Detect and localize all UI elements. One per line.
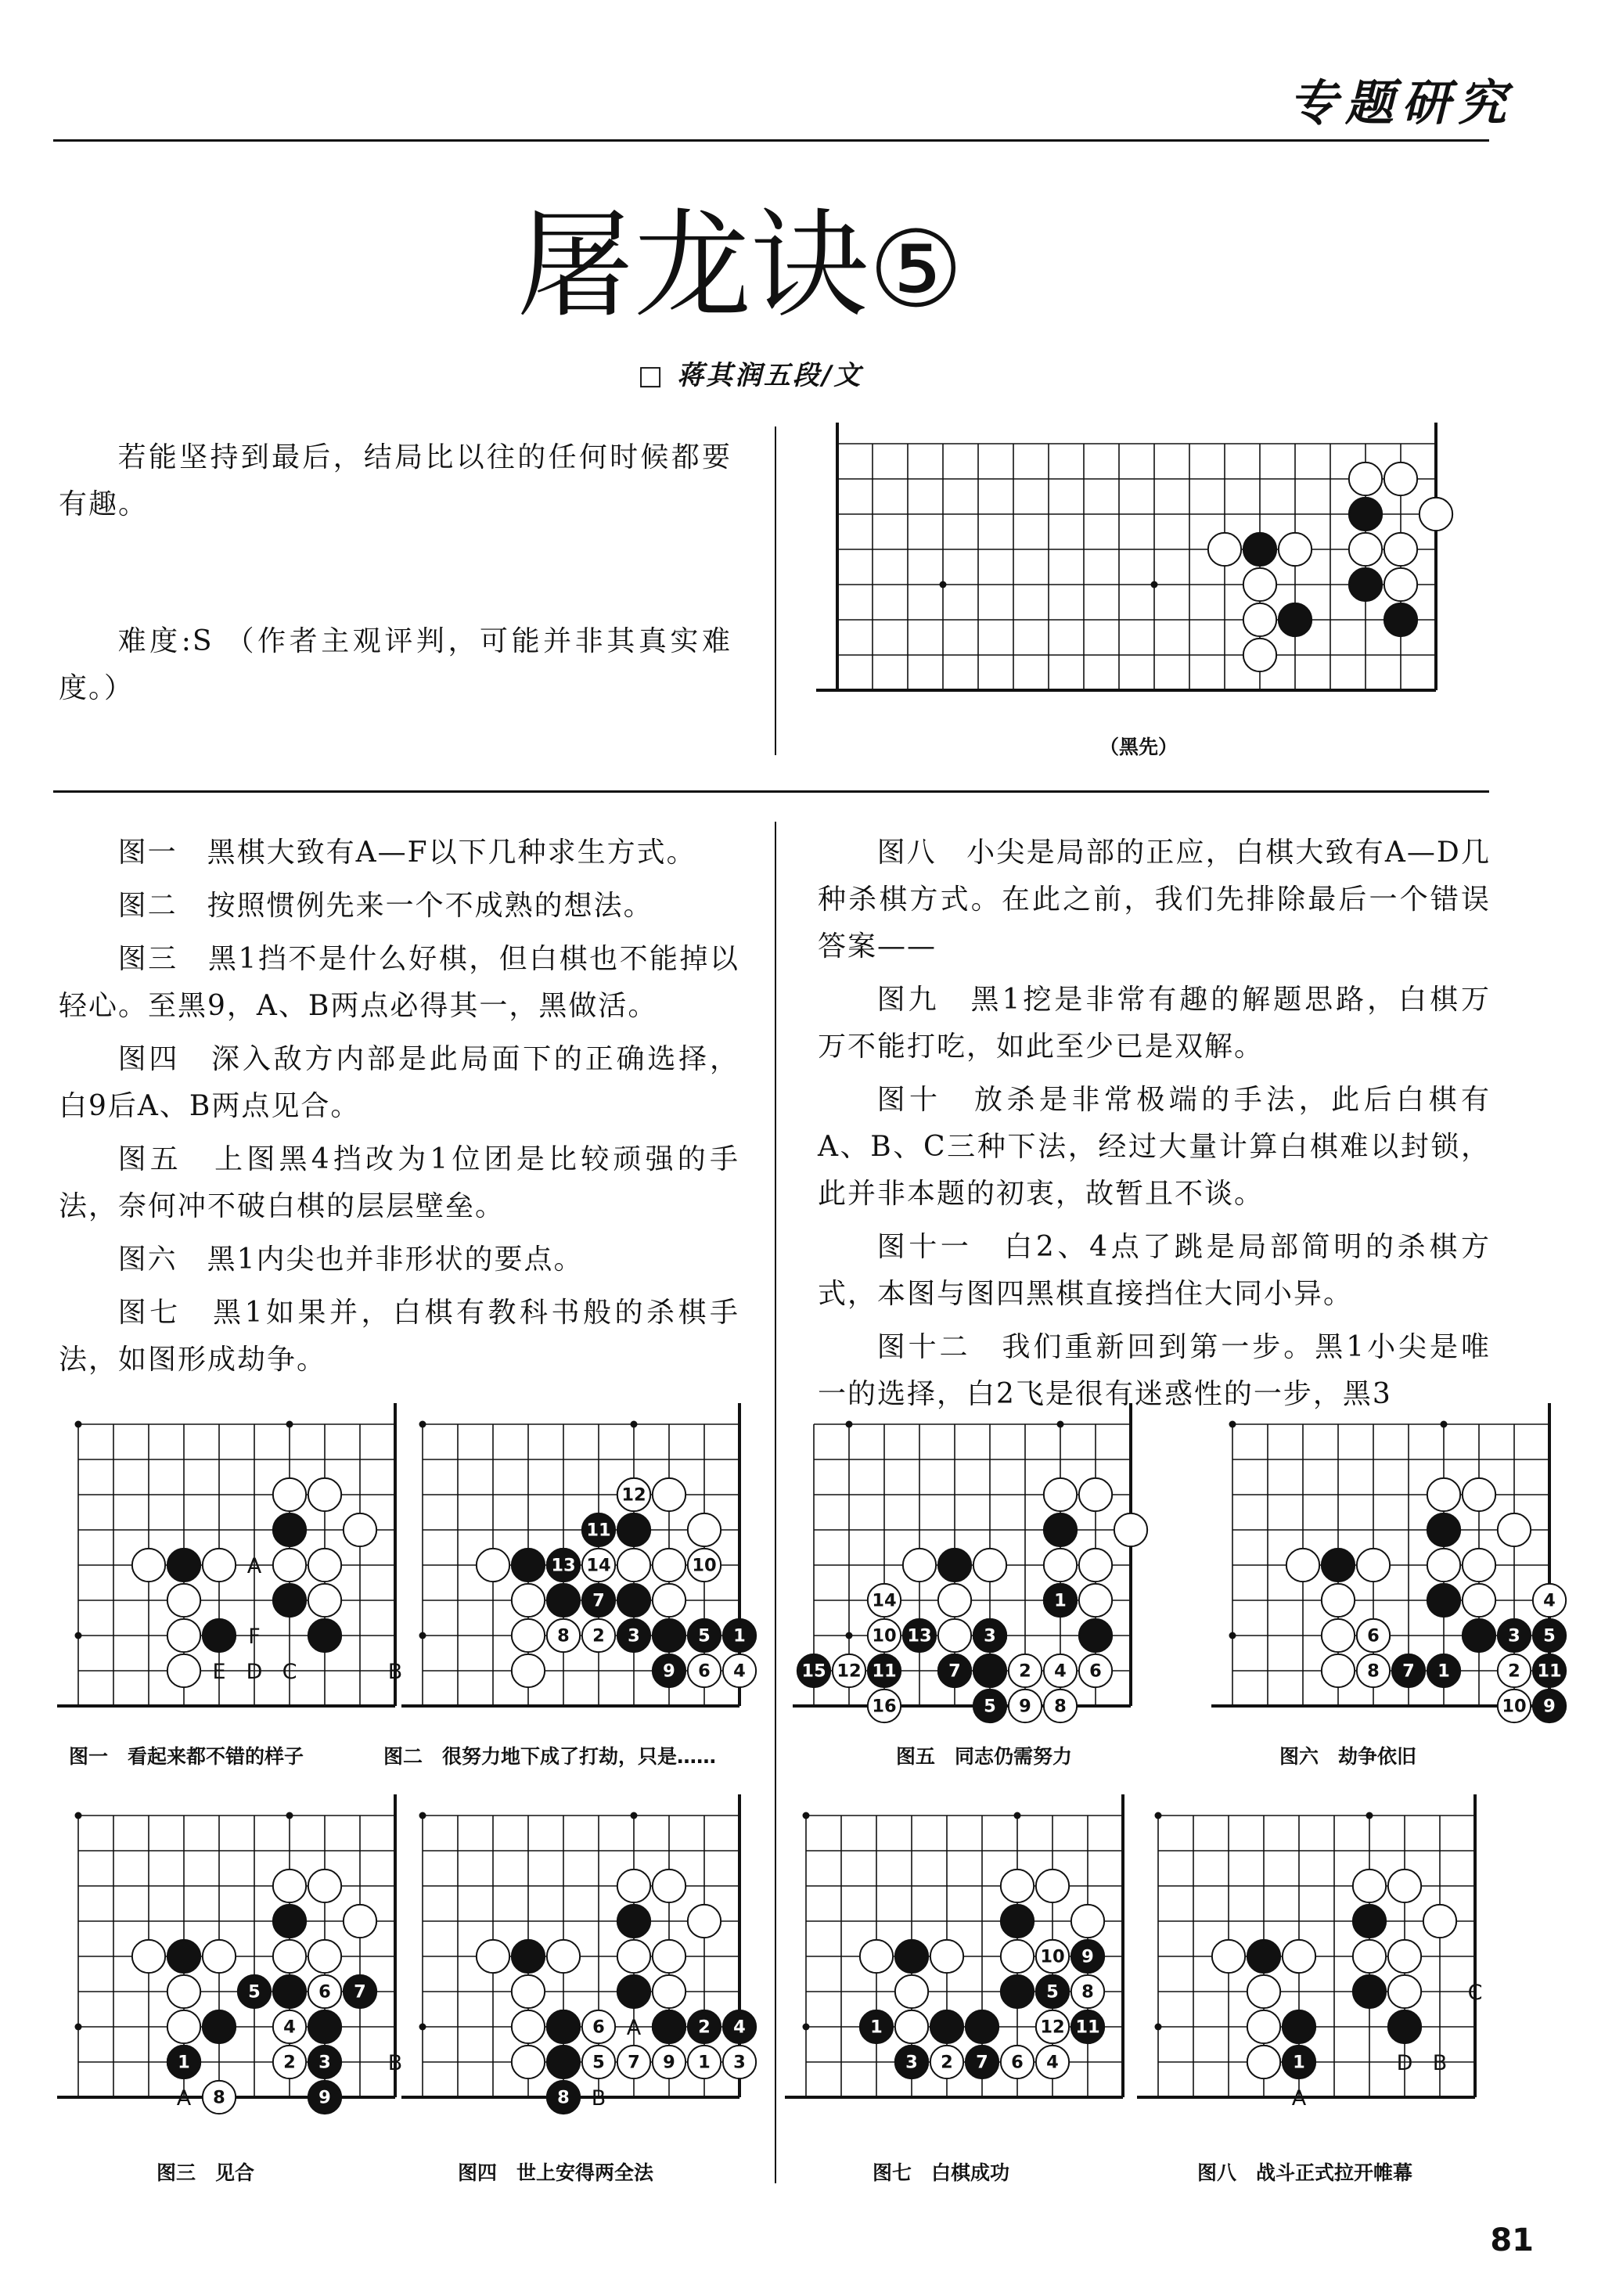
white-stone bbox=[1243, 639, 1276, 671]
white-stone bbox=[308, 1584, 341, 1617]
white-stone bbox=[1044, 1478, 1077, 1511]
white-stone bbox=[308, 1478, 341, 1511]
white-stone bbox=[512, 1654, 545, 1687]
move-number: 5 bbox=[248, 1981, 261, 2003]
white-stone bbox=[273, 1478, 306, 1511]
move-number: 11 bbox=[586, 1520, 611, 1541]
black-stone bbox=[617, 1975, 650, 2008]
white-stone bbox=[1388, 1870, 1421, 1902]
star-point bbox=[1229, 1421, 1236, 1428]
white-stone bbox=[1247, 1975, 1280, 2008]
move-number: 13 bbox=[907, 1625, 932, 1646]
black-stone bbox=[273, 1513, 306, 1546]
caption-fig4: 图四 世上安得两全法 bbox=[458, 2161, 654, 2184]
white-stone bbox=[617, 1549, 650, 1582]
white-stone bbox=[860, 1940, 893, 1973]
black-stone bbox=[1279, 603, 1312, 636]
black-stone bbox=[1001, 1975, 1034, 2008]
move-number: 4 bbox=[1054, 1661, 1067, 1682]
black-stone bbox=[1243, 533, 1276, 566]
body-column-divider bbox=[775, 822, 776, 2183]
black-stone bbox=[547, 1584, 580, 1617]
white-stone bbox=[167, 1619, 200, 1652]
white-stone bbox=[273, 1870, 306, 1902]
white-stone bbox=[1322, 1619, 1355, 1652]
white-stone bbox=[1498, 1513, 1531, 1546]
move-number: 5 bbox=[698, 1625, 711, 1646]
move-number: 1 bbox=[178, 2052, 190, 2073]
white-stone bbox=[617, 1870, 650, 1902]
white-stone bbox=[132, 1549, 165, 1582]
paragraph: 图十 放杀是非常极端的手法，此后白棋有A、B、C三种下法，经过大量计算白棋难以封锁，此并非本题的初衷，故暂且不谈。 bbox=[818, 1084, 1491, 1210]
star-point bbox=[803, 2024, 810, 2031]
move-number: 11 bbox=[872, 1661, 897, 1682]
caption-fig5: 图五 同志仍需努力 bbox=[896, 1745, 1073, 1768]
black-stone bbox=[167, 1549, 200, 1582]
diagram-fig4 bbox=[407, 1800, 746, 2111]
white-stone bbox=[1001, 1870, 1034, 1902]
star-point bbox=[75, 1812, 82, 1819]
black-stone bbox=[512, 1940, 545, 1973]
black-stone bbox=[653, 2010, 685, 2043]
white-stone bbox=[512, 1584, 545, 1617]
move-number: 4 bbox=[733, 1661, 746, 1682]
black-stone bbox=[1388, 2010, 1421, 2043]
caption-fig8: 图八 战斗正式拉开帷幕 bbox=[1197, 2161, 1413, 2184]
star-point bbox=[1155, 1812, 1162, 1819]
white-stone bbox=[1279, 533, 1312, 566]
move-number: 6 bbox=[698, 1661, 711, 1682]
black-stone bbox=[1349, 568, 1382, 601]
black-stone bbox=[1322, 1549, 1355, 1582]
move-number: 2 bbox=[698, 2017, 711, 2038]
move-number: 4 bbox=[1543, 1590, 1556, 1611]
white-stone bbox=[512, 1975, 545, 2008]
white-stone bbox=[1079, 1478, 1112, 1511]
header-rule bbox=[53, 139, 1489, 142]
star-point bbox=[1151, 581, 1158, 588]
white-stone bbox=[1349, 533, 1382, 566]
point-label: E bbox=[212, 1659, 226, 1684]
star-point bbox=[631, 1421, 638, 1428]
black-stone bbox=[203, 1619, 236, 1652]
move-number: 3 bbox=[905, 2052, 918, 2073]
white-stone bbox=[1349, 462, 1382, 495]
paragraph: 图九 黑1挖是非常有趣的解题思路，白棋万万不能打吃，如此至少已是双解。 bbox=[818, 984, 1491, 1063]
black-stone bbox=[617, 1513, 650, 1546]
white-stone bbox=[653, 1975, 685, 2008]
move-number: 4 bbox=[733, 2017, 746, 2038]
white-stone bbox=[1357, 1549, 1390, 1582]
move-number: 8 bbox=[1081, 1981, 1094, 2003]
white-stone bbox=[938, 1619, 971, 1652]
move-number: 8 bbox=[1367, 1661, 1380, 1682]
move-number: 5 bbox=[1543, 1625, 1556, 1646]
move-number: 8 bbox=[213, 2087, 225, 2108]
point-label: B bbox=[387, 1659, 403, 1684]
move-number: 8 bbox=[1054, 1696, 1067, 1717]
move-number: 3 bbox=[628, 1625, 640, 1646]
move-number: 16 bbox=[872, 1696, 897, 1717]
white-stone bbox=[1463, 1584, 1495, 1617]
white-stone bbox=[203, 1549, 236, 1582]
black-stone bbox=[973, 1654, 1006, 1687]
move-number: 6 bbox=[592, 2017, 605, 2038]
move-number: 9 bbox=[1543, 1696, 1556, 1717]
star-point bbox=[846, 1632, 853, 1639]
right-column bbox=[818, 830, 1491, 1424]
move-number: 12 bbox=[837, 1661, 862, 1682]
move-number: 14 bbox=[586, 1555, 611, 1576]
move-number: 14 bbox=[872, 1590, 897, 1611]
move-number: 2 bbox=[941, 2052, 953, 2073]
star-point bbox=[75, 1421, 82, 1428]
paragraph: 图六 黑1内尖也并非形状的要点。 bbox=[117, 1243, 584, 1276]
black-stone bbox=[966, 2010, 999, 2043]
white-stone bbox=[477, 1549, 509, 1582]
white-stone bbox=[308, 1940, 341, 1973]
white-stone bbox=[1384, 568, 1417, 601]
move-number: 3 bbox=[984, 1625, 996, 1646]
black-stone bbox=[1427, 1584, 1460, 1617]
move-number: 1 bbox=[1293, 2052, 1305, 2073]
point-label: A bbox=[626, 2015, 642, 2040]
white-stone bbox=[167, 2010, 200, 2043]
move-number: 15 bbox=[801, 1661, 826, 1682]
white-stone bbox=[1247, 2046, 1280, 2078]
star-point bbox=[1057, 1421, 1064, 1428]
move-number: 3 bbox=[318, 2052, 331, 2073]
black-stone bbox=[1044, 1513, 1077, 1546]
move-number: 11 bbox=[1537, 1661, 1562, 1682]
black-stone bbox=[1353, 1975, 1386, 2008]
white-stone bbox=[167, 1584, 200, 1617]
move-number: 7 bbox=[592, 1590, 605, 1611]
star-point bbox=[419, 1812, 426, 1819]
black-stone bbox=[1001, 1905, 1034, 1938]
star-point bbox=[286, 1812, 293, 1819]
diagram-fig1 bbox=[63, 1409, 403, 1714]
move-number: 8 bbox=[557, 1625, 570, 1646]
move-number: 7 bbox=[1402, 1661, 1415, 1682]
white-stone bbox=[1079, 1549, 1112, 1582]
white-stone bbox=[653, 1478, 685, 1511]
section-header: 专题研究 bbox=[1288, 74, 1514, 131]
point-label: B bbox=[591, 2085, 606, 2111]
paragraph: 图十二 我们重新回到第一步。黑1小尖是唯一的选择，白2飞是很有迷惑性的一步，黑3 bbox=[818, 1331, 1491, 1410]
black-stone bbox=[273, 1905, 306, 1938]
black-stone bbox=[938, 1549, 971, 1582]
move-number: 2 bbox=[1019, 1661, 1031, 1682]
black-stone bbox=[1463, 1619, 1495, 1652]
star-point bbox=[1366, 1812, 1373, 1819]
star-point bbox=[1229, 1632, 1236, 1639]
paragraph: 图八 小尖是局部的正应，白棋大致有A—D几种杀棋方式。在此之前，我们先排除最后一个错误答案—— bbox=[818, 837, 1491, 963]
black-stone bbox=[617, 1584, 650, 1617]
move-number: 9 bbox=[1019, 1696, 1031, 1717]
paragraph: 图二 按照惯例先来一个不成熟的想法。 bbox=[117, 890, 653, 922]
problem-board bbox=[829, 434, 1479, 728]
black-stone bbox=[895, 1940, 928, 1973]
move-number: 5 bbox=[1046, 1981, 1059, 2003]
black-stone bbox=[1353, 1905, 1386, 1938]
white-stone bbox=[653, 1870, 685, 1902]
white-stone bbox=[477, 1940, 509, 1973]
move-number: 6 bbox=[1011, 2052, 1024, 2073]
star-point bbox=[1014, 1812, 1021, 1819]
page-number: 81 bbox=[1490, 2222, 1534, 2258]
caption-fig2: 图二 很努力地下成了打劫，只是…… bbox=[383, 1745, 717, 1768]
intro-column-divider bbox=[775, 426, 776, 755]
move-number: 3 bbox=[733, 2052, 746, 2073]
move-number: 9 bbox=[663, 2052, 675, 2073]
white-stone bbox=[167, 1654, 200, 1687]
paragraph: 图七 黑1如果并，白棋有教科书般的杀棋手法，如图形成劫争。 bbox=[59, 1297, 739, 1376]
caption-fig1: 图一 看起来都不错的样子 bbox=[69, 1745, 304, 1768]
white-stone bbox=[1286, 1549, 1319, 1582]
move-number: 5 bbox=[984, 1696, 996, 1717]
move-number: 9 bbox=[663, 1661, 675, 1682]
star-point bbox=[419, 1632, 426, 1639]
black-stone bbox=[653, 1619, 685, 1652]
intro-text: 若能坚持到最后，结局比以往的任何时候都要有趣。 bbox=[59, 441, 732, 520]
black-stone bbox=[308, 1619, 341, 1652]
white-stone bbox=[1208, 533, 1241, 566]
white-stone bbox=[1463, 1478, 1495, 1511]
problem-caption: （黑先） bbox=[1099, 736, 1178, 758]
paragraph: 图十一 白2、4点了跳是局部简明的杀棋方式，本图与图四黑棋直接挡住大同小异。 bbox=[818, 1231, 1491, 1310]
point-label: F bbox=[248, 1624, 261, 1649]
diagram-fig2 bbox=[407, 1409, 746, 1714]
white-stone bbox=[273, 1940, 306, 1973]
move-number: 7 bbox=[354, 1981, 366, 2003]
white-stone bbox=[1427, 1478, 1460, 1511]
caption-fig6: 图六 劫争依旧 bbox=[1279, 1745, 1417, 1768]
star-point bbox=[631, 1812, 638, 1819]
caption-fig7: 图七 白棋成功 bbox=[873, 2161, 1010, 2184]
move-number: 12 bbox=[1040, 2017, 1065, 2038]
diagram-fig3 bbox=[63, 1800, 403, 2111]
black-stone bbox=[308, 2010, 341, 2043]
star-point bbox=[419, 2024, 426, 2031]
white-stone bbox=[1463, 1549, 1495, 1582]
white-stone bbox=[903, 1549, 936, 1582]
star-point bbox=[803, 1812, 810, 1819]
diagram-fig8 bbox=[1142, 1800, 1510, 2111]
move-number: 1 bbox=[1054, 1590, 1067, 1611]
white-stone bbox=[512, 2010, 545, 2043]
white-stone bbox=[547, 1940, 580, 1973]
point-label: D bbox=[246, 1659, 263, 1684]
white-stone bbox=[1243, 603, 1276, 636]
point-label: C bbox=[282, 1659, 297, 1684]
white-stone bbox=[1247, 2010, 1280, 2043]
black-stone bbox=[1384, 603, 1417, 636]
move-number: 1 bbox=[698, 2052, 711, 2073]
paragraph: 图三 黑1挡不是什么好棋，但白棋也不能掉以轻心。至黑9，A、B两点必得其一，黑做活。 bbox=[59, 943, 739, 1022]
white-stone bbox=[167, 1975, 200, 2008]
white-stone bbox=[344, 1905, 376, 1938]
move-number: 9 bbox=[318, 2087, 331, 2108]
move-number: 1 bbox=[1437, 1661, 1450, 1682]
move-number: 7 bbox=[628, 2052, 640, 2073]
move-number: 2 bbox=[283, 2052, 296, 2073]
move-number: 8 bbox=[557, 2087, 570, 2108]
paragraph: 图五 上图黑4挡改为1位团是比较顽强的手法，奈何冲不破白棋的层层壁垒。 bbox=[59, 1143, 739, 1222]
black-stone bbox=[273, 1975, 306, 2008]
white-stone bbox=[1322, 1654, 1355, 1687]
star-point bbox=[1155, 2024, 1162, 2031]
white-stone bbox=[653, 1584, 685, 1617]
white-stone bbox=[1384, 462, 1417, 495]
star-point bbox=[419, 1421, 426, 1428]
white-stone bbox=[1384, 533, 1417, 566]
title-main: 屠龙诀 bbox=[516, 198, 869, 334]
point-label: D bbox=[1396, 2050, 1413, 2075]
white-stone bbox=[895, 1975, 928, 2008]
black-stone bbox=[1283, 2010, 1315, 2043]
white-stone bbox=[1283, 1940, 1315, 1973]
white-stone bbox=[1114, 1513, 1147, 1546]
white-stone bbox=[653, 1549, 685, 1582]
move-number: 2 bbox=[1508, 1661, 1520, 1682]
white-stone bbox=[688, 1905, 721, 1938]
white-stone bbox=[1243, 568, 1276, 601]
move-number: 9 bbox=[1081, 1946, 1094, 1967]
black-stone bbox=[203, 2010, 236, 2043]
move-number: 2 bbox=[592, 1625, 605, 1646]
move-number: 1 bbox=[870, 2017, 883, 2038]
move-number: 7 bbox=[976, 2052, 988, 2073]
white-stone bbox=[895, 2010, 928, 2043]
white-stone bbox=[973, 1549, 1006, 1582]
star-point bbox=[75, 2024, 82, 2031]
white-stone bbox=[1079, 1584, 1112, 1617]
white-stone bbox=[1036, 1870, 1069, 1902]
black-stone bbox=[273, 1584, 306, 1617]
point-label: B bbox=[1432, 2050, 1448, 2075]
white-stone bbox=[132, 1940, 165, 1973]
white-stone bbox=[1212, 1940, 1245, 1973]
white-stone bbox=[308, 1549, 341, 1582]
diagram-fig5 bbox=[790, 1409, 1197, 1717]
white-stone bbox=[1388, 1975, 1421, 2008]
move-number: 10 bbox=[872, 1625, 897, 1646]
white-stone bbox=[1322, 1584, 1355, 1617]
white-stone bbox=[1071, 1905, 1104, 1938]
title-number: ⑤ bbox=[869, 208, 964, 331]
star-point bbox=[286, 1421, 293, 1428]
left-column bbox=[59, 830, 739, 1390]
white-stone bbox=[930, 1940, 963, 1973]
paragraph: 图一 黑棋大致有A—F以下几种求生方式。 bbox=[117, 837, 696, 869]
white-stone bbox=[1353, 1870, 1386, 1902]
move-number: 3 bbox=[1508, 1625, 1520, 1646]
white-stone bbox=[1353, 1940, 1386, 1973]
white-stone bbox=[308, 1870, 341, 1902]
move-number: 7 bbox=[948, 1661, 961, 1682]
move-number: 6 bbox=[1367, 1625, 1380, 1646]
star-point bbox=[940, 581, 947, 588]
white-stone bbox=[1388, 1940, 1421, 1973]
black-stone bbox=[167, 1940, 200, 1973]
black-stone bbox=[1079, 1619, 1112, 1652]
diagram-fig7 bbox=[790, 1800, 1127, 2105]
move-number: 4 bbox=[283, 2017, 296, 2038]
move-number: 1 bbox=[733, 1625, 746, 1646]
white-stone bbox=[688, 1513, 721, 1546]
move-number: 10 bbox=[1502, 1696, 1527, 1717]
white-stone bbox=[1423, 1905, 1456, 1938]
black-stone bbox=[1247, 1940, 1280, 1973]
page-title bbox=[516, 200, 963, 336]
white-stone bbox=[344, 1513, 376, 1546]
white-stone bbox=[938, 1584, 971, 1617]
point-label: A bbox=[246, 1553, 262, 1578]
white-stone bbox=[1001, 1940, 1034, 1973]
white-stone bbox=[1044, 1549, 1077, 1582]
star-point bbox=[846, 1421, 853, 1428]
move-number: 11 bbox=[1075, 2017, 1100, 2038]
move-number: 10 bbox=[1040, 1946, 1065, 1967]
black-stone bbox=[547, 2010, 580, 2043]
star-point bbox=[1441, 1421, 1448, 1428]
move-number: 4 bbox=[1046, 2052, 1059, 2073]
star-point bbox=[75, 1632, 82, 1639]
black-stone bbox=[617, 1905, 650, 1938]
move-number: 10 bbox=[692, 1555, 717, 1576]
body-rule bbox=[53, 790, 1489, 793]
difficulty-text: 难度:S （作者主观评判，可能并非其真实难度。） bbox=[59, 625, 732, 704]
move-number: 12 bbox=[621, 1484, 646, 1506]
point-label: C bbox=[1467, 1980, 1483, 2005]
byline: □ 蒋其润五段/文 bbox=[638, 360, 863, 391]
white-stone bbox=[1419, 498, 1452, 531]
caption-fig3: 图三 见合 bbox=[157, 2161, 255, 2184]
black-stone bbox=[512, 1549, 545, 1582]
white-stone bbox=[617, 1940, 650, 1973]
black-stone bbox=[1427, 1513, 1460, 1546]
white-stone bbox=[512, 2046, 545, 2078]
point-label: B bbox=[387, 2050, 403, 2075]
white-stone bbox=[203, 1940, 236, 1973]
point-label: A bbox=[1291, 2085, 1307, 2111]
white-stone bbox=[653, 1940, 685, 1973]
white-stone bbox=[273, 1549, 306, 1582]
black-stone bbox=[1349, 498, 1382, 531]
move-number: 13 bbox=[551, 1555, 576, 1576]
move-number: 6 bbox=[1089, 1661, 1102, 1682]
diagram-fig6 bbox=[1217, 1409, 1562, 1717]
paragraph: 图四 深入敌方内部是此局面下的正确选择，白9后A、B两点见合。 bbox=[59, 1043, 739, 1122]
white-stone bbox=[1427, 1549, 1460, 1582]
black-stone bbox=[930, 2010, 963, 2043]
move-number: 6 bbox=[318, 1981, 331, 2003]
white-stone bbox=[512, 1619, 545, 1652]
point-label: A bbox=[176, 2085, 192, 2111]
move-number: 5 bbox=[592, 2052, 605, 2073]
black-stone bbox=[547, 2046, 580, 2078]
